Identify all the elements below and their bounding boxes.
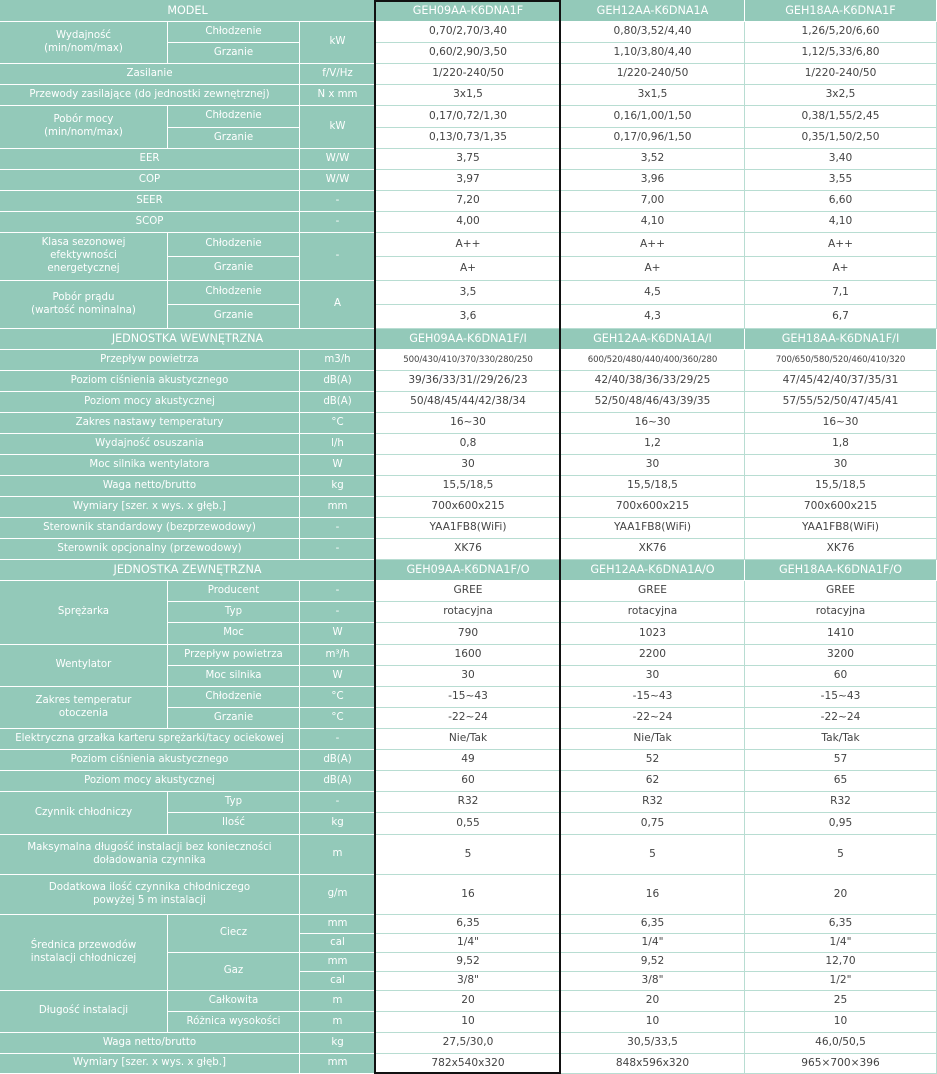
eer-value-1: 3,75 <box>376 149 561 170</box>
outdoor-sound-power-label: Poziom mocy akustycznej <box>0 771 300 792</box>
performance-sub-2: Grzanie <box>168 43 300 64</box>
seer-value-3: 6,60 <box>745 191 937 212</box>
compressor-row2-value-1: rotacyjna <box>376 602 561 623</box>
indoor-row-6-value-2: 30 <box>561 455 745 476</box>
indoor-row-4-label: Zakres nastawy temperatury <box>0 413 300 434</box>
pipe-diameter-unit-1: mm <box>300 915 376 934</box>
compressor-label: Sprężarka <box>0 581 168 645</box>
indoor-row-6-value-3: 30 <box>745 455 937 476</box>
indoor-row-3-label: Poziom mocy akustycznej <box>0 392 300 413</box>
ambient-range-label: Zakres temperatur otoczenia <box>0 687 168 729</box>
compressor-unit-3: W <box>300 623 376 645</box>
power-input-sub-1: Chłodzenie <box>168 106 300 128</box>
indoor-row-4-value-3: 16~30 <box>745 413 937 434</box>
refrigerant-row1-value-2: R32 <box>561 792 745 813</box>
indoor-row-2-value-3: 47/45/42/40/37/35/31 <box>745 371 937 392</box>
indoor-row-5-value-3: 1,8 <box>745 434 937 455</box>
outdoor-dimensions-value-3: 965×700×396 <box>745 1054 937 1074</box>
indoor-row-1-value-2: 600/520/480/440/400/360/280 <box>561 350 745 371</box>
pipe-diameter-row1-value-2: 6,35 <box>561 915 745 934</box>
cop-value-3: 3,55 <box>745 170 937 191</box>
ambient-range-sub-1: Chłodzenie <box>168 687 300 708</box>
pipe-diameter-row1-value-1: 6,35 <box>376 915 561 934</box>
compressor-unit-1: - <box>300 581 376 602</box>
compressor-row1-value-2: GREE <box>561 581 745 602</box>
compressor-row3-value-1: 790 <box>376 623 561 645</box>
outdoor-fan-row2-value-1: 30 <box>376 666 561 687</box>
outdoor-dimensions-value-1: 782x540x320 <box>376 1054 561 1074</box>
extra-refrigerant-label: Dodatkowa ilość czynnika chłodniczego powyżej 5 m instalacji <box>0 875 300 915</box>
crankcase-heater-label: Elektryczna grzałka karteru sprężarki/tacy ociekowej <box>0 729 300 750</box>
outdoor-sound-pressure-value-1: 49 <box>376 750 561 771</box>
indoor-row-9-label: Sterownik standardowy (bezprzewodowy) <box>0 518 300 539</box>
rated-current-row1-value-2: 4,5 <box>561 281 745 305</box>
seer-unit: - <box>300 191 376 212</box>
outdoor-header-model-1: GEH09AA-K6DNA1F/O <box>376 560 561 581</box>
performance-row1-value-2: 0,80/3,52/4,40 <box>561 22 745 43</box>
extra-refrigerant-unit: g/m <box>300 875 376 915</box>
cop-value-1: 3,97 <box>376 170 561 191</box>
power-input-row1-value-2: 0,16/1,00/1,50 <box>561 106 745 128</box>
outdoor-fan-sub-1: Przepływ powietrza <box>168 645 300 666</box>
power-input-label: Pobór mocy (min/nom/max) <box>0 106 168 149</box>
ambient-range-row1-value-3: -15~43 <box>745 687 937 708</box>
power-supply-value-3: 1/220-240/50 <box>745 64 937 85</box>
pipe-diameter-gas: Gaz <box>168 953 300 991</box>
rated-current-row2-value-2: 4,3 <box>561 305 745 329</box>
max-pipe-length-value-1: 5 <box>376 835 561 875</box>
power-input-row1-value-3: 0,38/1,55/2,45 <box>745 106 937 128</box>
outdoor-fan-row2-value-3: 60 <box>745 666 937 687</box>
pipe-diameter-row1-value-3: 6,35 <box>745 915 937 934</box>
indoor-row-2-value-2: 42/40/38/36/33/29/25 <box>561 371 745 392</box>
pipe-diameter-row3-value-1: 9,52 <box>376 953 561 972</box>
pipe-diameter-row2-value-2: 1/4" <box>561 934 745 953</box>
power-input-row2-value-1: 0,13/0,73/1,35 <box>376 128 561 149</box>
pipe-length-sub-1: Całkowita <box>168 991 300 1012</box>
outdoor-weight-value-2: 30,5/33,5 <box>561 1033 745 1054</box>
performance-row2-value-3: 1,12/5,33/6,80 <box>745 43 937 64</box>
pipe-diameter-liquid: Ciecz <box>168 915 300 953</box>
energy-class-row1-value-1: A++ <box>376 233 561 257</box>
pipe-length-row1-value-1: 20 <box>376 991 561 1012</box>
energy-class-row2-value-1: A+ <box>376 257 561 281</box>
pipe-length-unit-1: m <box>300 991 376 1012</box>
eer-value-3: 3,40 <box>745 149 937 170</box>
model-header-model-2: GEH12AA-K6DNA1A <box>561 0 745 22</box>
indoor-row-10-unit: - <box>300 539 376 560</box>
extra-refrigerant-value-1: 16 <box>376 875 561 915</box>
pipe-diameter-row2-value-1: 1/4" <box>376 934 561 953</box>
ambient-range-row2-value-2: -22~24 <box>561 708 745 729</box>
indoor-row-4-value-2: 16~30 <box>561 413 745 434</box>
compressor-sub-2: Typ <box>168 602 300 623</box>
outdoor-dimensions-unit: mm <box>300 1054 376 1074</box>
outdoor-sound-pressure-unit: dB(A) <box>300 750 376 771</box>
outdoor-sound-power-value-3: 65 <box>745 771 937 792</box>
outdoor-dimensions-value-2: 848x596x320 <box>561 1054 745 1074</box>
compressor-row2-value-2: rotacyjna <box>561 602 745 623</box>
crankcase-heater-unit: - <box>300 729 376 750</box>
outdoor-weight-value-1: 27,5/30,0 <box>376 1033 561 1054</box>
indoor-row-9-value-2: YAA1FB8(WiFi) <box>561 518 745 539</box>
outdoor-sound-power-value-2: 62 <box>561 771 745 792</box>
power-supply-label: Zasilanie <box>0 64 300 85</box>
indoor-row-5-value-1: 0,8 <box>376 434 561 455</box>
pipe-length-row1-value-3: 25 <box>745 991 937 1012</box>
outdoor-sound-pressure-value-3: 57 <box>745 750 937 771</box>
refrigerant-row2-value-1: 0,55 <box>376 813 561 835</box>
performance-row1-value-1: 0,70/2,70/3,40 <box>376 22 561 43</box>
compressor-sub-1: Producent <box>168 581 300 602</box>
compressor-sub-3: Moc <box>168 623 300 645</box>
indoor-row-1-value-3: 700/650/580/520/460/410/320 <box>745 350 937 371</box>
eer-unit: W/W <box>300 149 376 170</box>
compressor-row2-value-3: rotacyjna <box>745 602 937 623</box>
supply-wires-unit: N x mm <box>300 85 376 106</box>
seer-value-2: 7,00 <box>561 191 745 212</box>
compressor-row1-value-1: GREE <box>376 581 561 602</box>
pipe-diameter-row3-value-3: 12,70 <box>745 953 937 972</box>
pipe-diameter-row3-value-2: 9,52 <box>561 953 745 972</box>
performance-label: Wydajność (min/nom/max) <box>0 22 168 64</box>
eer-value-2: 3,52 <box>561 149 745 170</box>
performance-row2-value-2: 1,10/3,80/4,40 <box>561 43 745 64</box>
outdoor-weight-unit: kg <box>300 1033 376 1054</box>
energy-class-row1-value-2: A++ <box>561 233 745 257</box>
indoor-row-4-value-1: 16~30 <box>376 413 561 434</box>
seer-label: SEER <box>0 191 300 212</box>
indoor-row-5-unit: l/h <box>300 434 376 455</box>
supply-wires-value-3: 3x2,5 <box>745 85 937 106</box>
performance-sub-1: Chłodzenie <box>168 22 300 43</box>
outdoor-fan-row1-value-3: 3200 <box>745 645 937 666</box>
outdoor-fan-sub-2: Moc silnika <box>168 666 300 687</box>
indoor-row-2-label: Poziom ciśnienia akustycznego <box>0 371 300 392</box>
supply-wires-label: Przewody zasilające (do jednostki zewnętrznej) <box>0 85 300 106</box>
indoor-row-9-unit: - <box>300 518 376 539</box>
cop-value-2: 3,96 <box>561 170 745 191</box>
refrigerant-row2-value-2: 0,75 <box>561 813 745 835</box>
ambient-range-row2-value-1: -22~24 <box>376 708 561 729</box>
rated-current-row2-value-3: 6,7 <box>745 305 937 329</box>
indoor-row-3-unit: dB(A) <box>300 392 376 413</box>
scop-label: SCOP <box>0 212 300 233</box>
performance-unit: kW <box>300 22 376 64</box>
power-input-sub-2: Grzanie <box>168 128 300 149</box>
rated-current-sub-2: Grzanie <box>168 305 300 329</box>
outdoor-sound-power-value-1: 60 <box>376 771 561 792</box>
outdoor-fan-row1-value-2: 2200 <box>561 645 745 666</box>
crankcase-heater-value-2: Nie/Tak <box>561 729 745 750</box>
indoor-row-3-value-3: 57/55/52/50/47/45/41 <box>745 392 937 413</box>
pipe-length-row1-value-2: 20 <box>561 991 745 1012</box>
rated-current-label: Pobór prądu (wartość nominalna) <box>0 281 168 329</box>
rated-current-row2-value-1: 3,6 <box>376 305 561 329</box>
indoor-row-7-value-1: 15,5/18,5 <box>376 476 561 497</box>
indoor-row-1-value-1: 500/430/410/370/330/280/250 <box>376 350 561 371</box>
indoor-row-4-unit: °C <box>300 413 376 434</box>
model-header-model-3: GEH18AA-K6DNA1F <box>745 0 937 22</box>
indoor-row-10-value-2: XK76 <box>561 539 745 560</box>
refrigerant-unit-1: - <box>300 792 376 813</box>
indoor-row-1-label: Przepływ powietrza <box>0 350 300 371</box>
eer-label: EER <box>0 149 300 170</box>
pipe-length-row2-value-2: 10 <box>561 1012 745 1033</box>
max-pipe-length-value-3: 5 <box>745 835 937 875</box>
outdoor-weight-label: Waga netto/brutto <box>0 1033 300 1054</box>
indoor-row-10-value-1: XK76 <box>376 539 561 560</box>
compressor-row3-value-2: 1023 <box>561 623 745 645</box>
energy-class-row2-value-3: A+ <box>745 257 937 281</box>
indoor-row-8-value-1: 700x600x215 <box>376 497 561 518</box>
outdoor-header-model-2: GEH12AA-K6DNA1A/O <box>561 560 745 581</box>
power-input-row2-value-3: 0,35/1,50/2,50 <box>745 128 937 149</box>
pipe-diameter-row4-value-2: 3/8" <box>561 972 745 991</box>
energy-class-sub-1: Chłodzenie <box>168 233 300 257</box>
supply-wires-value-1: 3x1,5 <box>376 85 561 106</box>
supply-wires-value-2: 3x1,5 <box>561 85 745 106</box>
refrigerant-sub-1: Typ <box>168 792 300 813</box>
ambient-range-unit-1: °C <box>300 687 376 708</box>
refrigerant-row1-value-3: R32 <box>745 792 937 813</box>
cop-label: COP <box>0 170 300 191</box>
energy-class-unit: - <box>300 233 376 281</box>
outdoor-sound-pressure-label: Poziom ciśnienia akustycznego <box>0 750 300 771</box>
indoor-row-7-value-2: 15,5/18,5 <box>561 476 745 497</box>
pipe-diameter-unit-2: cal <box>300 934 376 953</box>
rated-current-unit: A <box>300 281 376 329</box>
pipe-diameter-row4-value-1: 3/8" <box>376 972 561 991</box>
indoor-row-5-label: Wydajność osuszania <box>0 434 300 455</box>
crankcase-heater-value-3: Tak/Tak <box>745 729 937 750</box>
refrigerant-unit-2: kg <box>300 813 376 835</box>
refrigerant-label: Czynnik chłodniczy <box>0 792 168 835</box>
rated-current-row1-value-1: 3,5 <box>376 281 561 305</box>
max-pipe-length-value-2: 5 <box>561 835 745 875</box>
power-supply-value-2: 1/220-240/50 <box>561 64 745 85</box>
indoor-row-9-value-1: YAA1FB8(WiFi) <box>376 518 561 539</box>
max-pipe-length-label: Maksymalna długość instalacji bez konieczności doładowania czynnika <box>0 835 300 875</box>
compressor-unit-2: - <box>300 602 376 623</box>
outdoor-dimensions-label: Wymiary [szer. x wys. x głęb.] <box>0 1054 300 1074</box>
pipe-length-label: Długość instalacji <box>0 991 168 1033</box>
pipe-diameter-unit-4: cal <box>300 972 376 991</box>
extra-refrigerant-value-3: 20 <box>745 875 937 915</box>
pipe-diameter-row4-value-3: 1/2" <box>745 972 937 991</box>
compressor-row1-value-3: GREE <box>745 581 937 602</box>
indoor-row-6-label: Moc silnika wentylatora <box>0 455 300 476</box>
pipe-length-row2-value-3: 10 <box>745 1012 937 1033</box>
indoor-header-label: JEDNOSTKA WEWNĘTRZNA <box>0 329 376 350</box>
pipe-length-unit-2: m <box>300 1012 376 1033</box>
indoor-row-1-unit: m3/h <box>300 350 376 371</box>
energy-class-sub-2: Grzanie <box>168 257 300 281</box>
power-input-unit: kW <box>300 106 376 149</box>
refrigerant-row1-value-1: R32 <box>376 792 561 813</box>
indoor-row-8-value-2: 700x600x215 <box>561 497 745 518</box>
outdoor-sound-power-unit: dB(A) <box>300 771 376 792</box>
indoor-row-3-value-1: 50/48/45/44/42/38/34 <box>376 392 561 413</box>
outdoor-fan-label: Wentylator <box>0 645 168 687</box>
indoor-row-10-label: Sterownik opcjonalny (przewodowy) <box>0 539 300 560</box>
indoor-header-model-3: GEH18AA-K6DNA1F/I <box>745 329 937 350</box>
refrigerant-sub-2: Ilość <box>168 813 300 835</box>
model-header-model-1: GEH09AA-K6DNA1F <box>376 0 561 22</box>
energy-class-row1-value-3: A++ <box>745 233 937 257</box>
energy-class-label: Klasa sezonowej efektywności energetycznej <box>0 233 168 281</box>
compressor-row3-value-3: 1410 <box>745 623 937 645</box>
indoor-row-2-unit: dB(A) <box>300 371 376 392</box>
outdoor-header-model-3: GEH18AA-K6DNA1F/O <box>745 560 937 581</box>
power-supply-value-1: 1/220-240/50 <box>376 64 561 85</box>
outdoor-header-label: JEDNOSTKA ZEWNĘTRZNA <box>0 560 376 581</box>
scop-value-3: 4,10 <box>745 212 937 233</box>
power-input-row2-value-2: 0,17/0,96/1,50 <box>561 128 745 149</box>
crankcase-heater-value-1: Nie/Tak <box>376 729 561 750</box>
ambient-range-unit-2: °C <box>300 708 376 729</box>
indoor-row-9-value-3: YAA1FB8(WiFi) <box>745 518 937 539</box>
pipe-diameter-row2-value-3: 1/4" <box>745 934 937 953</box>
indoor-row-2-value-1: 39/36/33/31//29/26/23 <box>376 371 561 392</box>
pipe-diameter-label: Średnica przewodów instalacji chłodniczej <box>0 915 168 991</box>
model-header-label: MODEL <box>0 0 376 22</box>
scop-value-1: 4,00 <box>376 212 561 233</box>
seer-value-1: 7,20 <box>376 191 561 212</box>
indoor-row-10-value-3: XK76 <box>745 539 937 560</box>
scop-unit: - <box>300 212 376 233</box>
indoor-row-6-value-1: 30 <box>376 455 561 476</box>
outdoor-fan-row1-value-1: 1600 <box>376 645 561 666</box>
power-input-row1-value-1: 0,17/0,72/1,30 <box>376 106 561 128</box>
refrigerant-row2-value-3: 0,95 <box>745 813 937 835</box>
performance-row1-value-3: 1,26/5,20/6,60 <box>745 22 937 43</box>
outdoor-sound-pressure-value-2: 52 <box>561 750 745 771</box>
indoor-row-5-value-2: 1,2 <box>561 434 745 455</box>
pipe-length-sub-2: Różnica wysokości <box>168 1012 300 1033</box>
outdoor-weight-value-3: 46,0/50,5 <box>745 1033 937 1054</box>
outdoor-fan-unit-2: W <box>300 666 376 687</box>
indoor-row-8-label: Wymiary [szer. x wys. x głęb.] <box>0 497 300 518</box>
outdoor-fan-unit-1: m³/h <box>300 645 376 666</box>
extra-refrigerant-value-2: 16 <box>561 875 745 915</box>
rated-current-sub-1: Chłodzenie <box>168 281 300 305</box>
ambient-range-row1-value-1: -15~43 <box>376 687 561 708</box>
indoor-row-7-label: Waga netto/brutto <box>0 476 300 497</box>
scop-value-2: 4,10 <box>561 212 745 233</box>
indoor-row-7-value-3: 15,5/18,5 <box>745 476 937 497</box>
pipe-length-row2-value-1: 10 <box>376 1012 561 1033</box>
power-supply-unit: f/V/Hz <box>300 64 376 85</box>
rated-current-row1-value-3: 7,1 <box>745 281 937 305</box>
indoor-row-8-value-3: 700x600x215 <box>745 497 937 518</box>
max-pipe-length-unit: m <box>300 835 376 875</box>
indoor-row-6-unit: W <box>300 455 376 476</box>
cop-unit: W/W <box>300 170 376 191</box>
performance-row2-value-1: 0,60/2,90/3,50 <box>376 43 561 64</box>
indoor-row-7-unit: kg <box>300 476 376 497</box>
indoor-row-3-value-2: 52/50/48/46/43/39/35 <box>561 392 745 413</box>
indoor-header-model-2: GEH12AA-K6DNA1A/I <box>561 329 745 350</box>
ambient-range-sub-2: Grzanie <box>168 708 300 729</box>
energy-class-row2-value-2: A+ <box>561 257 745 281</box>
ambient-range-row1-value-2: -15~43 <box>561 687 745 708</box>
indoor-row-8-unit: mm <box>300 497 376 518</box>
pipe-diameter-unit-3: mm <box>300 953 376 972</box>
ambient-range-row2-value-3: -22~24 <box>745 708 937 729</box>
indoor-header-model-1: GEH09AA-K6DNA1F/I <box>376 329 561 350</box>
outdoor-fan-row2-value-2: 30 <box>561 666 745 687</box>
